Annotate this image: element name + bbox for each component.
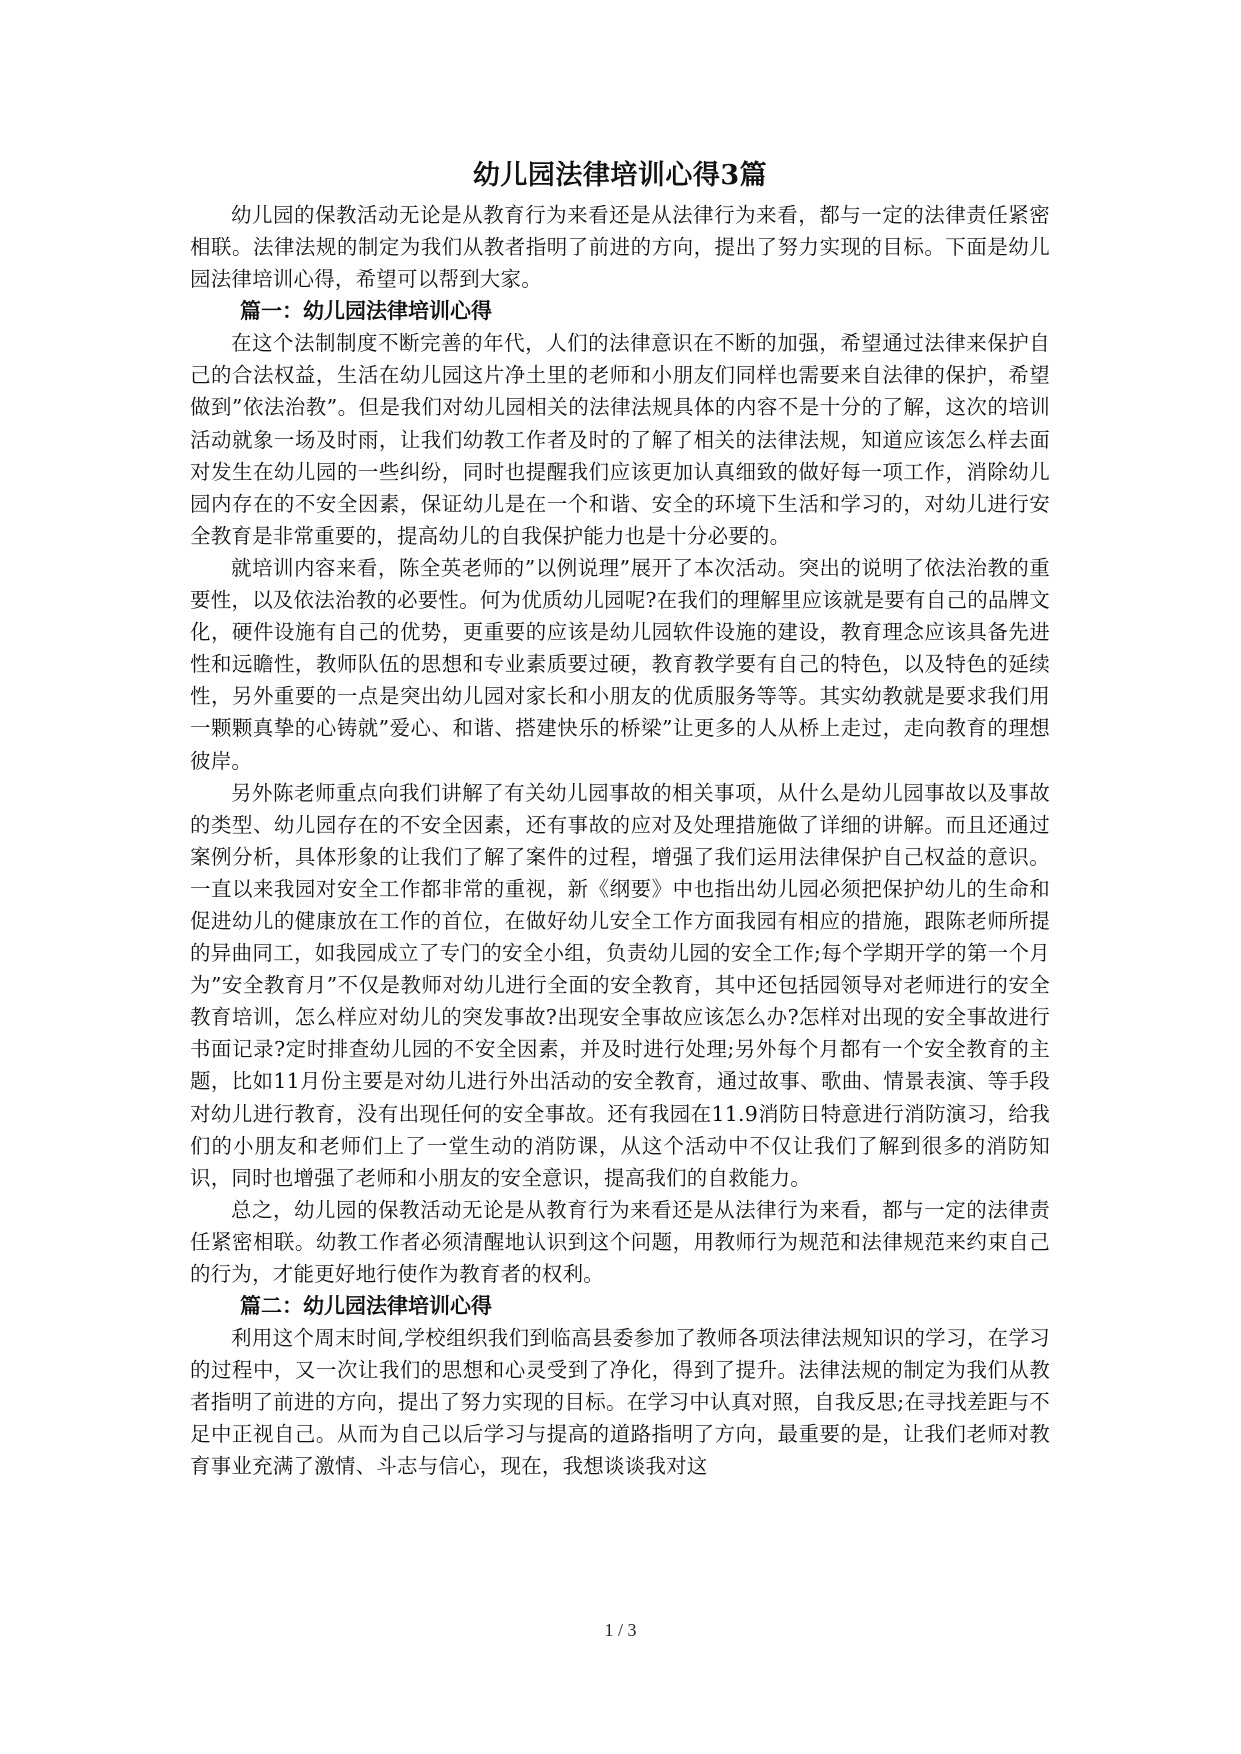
section-one bbox=[190, 295, 1050, 1290]
section-paragraph: 总之，幼儿园的保教活动无论是从教育行为来看还是从法律行为来看，都与一定的法律责任紧密相联。幼教工作者必须清醒地认识到这个问题，用教师行为规范和法律规范来约束自己的行为，才能更好地行使作为教育者的权利。 bbox=[190, 1197, 1050, 1286]
section-paragraph: 利用这个周末时间,学校组织我们到临高县委参加了教师各项法律法规知识的学习，在学习的过程中，又一次让我们的思想和心灵受到了净化，得到了提升。法律法规的制定为我们从教者指明了前进的方向，提出了努力实现的目标。在学习中认真对照，自我反思;在寻找差距与不足中正视自己。从而为自己以后学习与提高的道路指明了方向，最重要的是，让我们老师对教育事业充满了激情、斗志与信心，现在，我想谈谈我对这 bbox=[190, 1326, 1050, 1479]
section-heading: 篇二：幼儿园法律培训心得 bbox=[240, 1293, 492, 1319]
section-paragraph: 在这个法制制度不断完善的年代，人们的法律意识在不断的加强，希望通过法律来保护自己的合法权益，生活在幼儿园这片净土里的老师和小朋友们同样也需要来自法律的保护，希望做到”依法治教”。但是我们对幼儿园相关的法律法规具体的内容不是十分的了解，这次的培训活动就象一场及时雨，让我们幼教工作者及时的了解了相关的法律法规，知道应该怎么样去面对发生在幼儿园的一些纠纷，同时也提醒我们应该更加认真细致的做好每一项工作，消除幼儿园内存在的不安全因素，保证幼儿是在一个和谐、安全的环境下生活和学习的，对幼儿进行安全教育是非常重要的，提高幼儿的自我保护能力也是十分必要的。 bbox=[190, 331, 1050, 548]
section-two bbox=[190, 1290, 1050, 1482]
section-paragraph: 另外陈老师重点向我们讲解了有关幼儿园事故的相关事项，从什么是幼儿园事故以及事故的类型、幼儿园存在的不安全因素，还有事故的应对及处理措施做了详细的讲解。而且还通过案例分析，具体形象的让我们了解了案件的过程，增强了我们运用法律保护自己权益的意识。一直以来我园对安全工作都非常的重视，新《纲要》中也指出幼儿园必须把保护幼儿的生命和促进幼儿的健康放在工作的首位，在做好幼儿安全工作方面我园有相应的措施，跟陈老师所提的异曲同工，如我园成立了专门的安全小组，负责幼儿园的安全工作;每个学期开学的第一个月为”安全教育月”不仅是教师对幼儿进行全面的安全教育，其中还包括园领导对老师进行的安全教育培训，怎么样应对幼儿的突发事故?出现安全事故应该怎么办?怎样对出现的安全事故进行书面记录?定时排查幼儿园的不安全因素，并及时进行处理;另外每个月都有一个安全教育的主题，比如11月份主要是对幼儿进行外出活动的安全教育，通过故事、歌曲、情景表演、等手段对幼儿进行教育，没有出现任何的安全事故。还有我园在11.9消防日特意进行消防演习，给我们的小朋友和老师们上了一堂生动的消防课，从这个活动中不仅让我们了解到很多的消防知识，同时也增强了老师和小朋友的安全意识，提高我们的自救能力。 bbox=[190, 780, 1050, 1190]
document-body bbox=[190, 155, 1050, 1483]
section-paragraph: 就培训内容来看，陈全英老师的”以例说理”展开了本次活动。突出的说明了依法治教的重要性，以及依法治教的必要性。何为优质幼儿园呢?在我们的理解里应该就是要有自己的品牌文化，硬件设施有自己的优势，更重要的应该是幼儿园软件设施的建设，教育理念应该具备先进性和远瞻性，教师队伍的思想和专业素质要过硬，教育教学要有自己的特色，以及特色的延续性，另外重要的一点是突出幼儿园对家长和小朋友的优质服务等等。其实幼教就是要求我们用一颗颗真挚的心铸就”爱心、和谐、搭建快乐的桥梁”让更多的人从桥上走过，走向教育的理想彼岸。 bbox=[190, 555, 1050, 773]
page-number: 1 / 3 bbox=[604, 1620, 637, 1640]
section-heading: 篇一：幼儿园法律培训心得 bbox=[240, 298, 492, 324]
document-title: 幼儿园法律培训心得3篇 bbox=[472, 160, 768, 191]
intro-paragraph: 幼儿园的保教活动无论是从教育行为来看还是从法律行为来看，都与一定的法律责任紧密相联。法律法规的制定为我们从教者指明了前进的方向，提出了努力实现的目标。下面是幼儿园法律培训心得，希望可以帮到大家。 bbox=[190, 203, 1050, 292]
